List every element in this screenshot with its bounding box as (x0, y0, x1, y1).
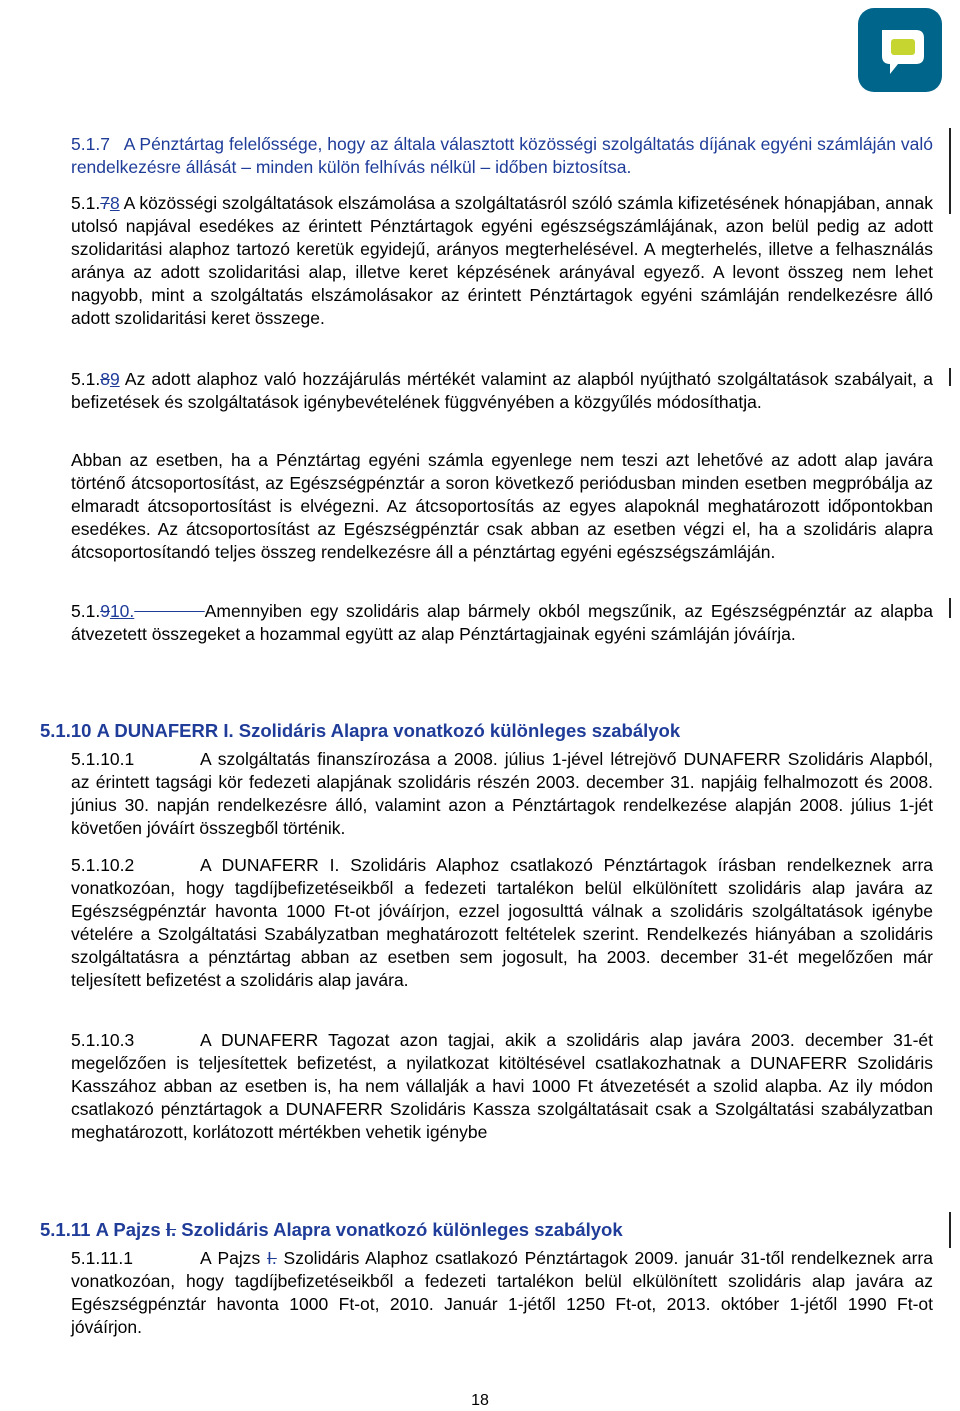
subsection-text: A szolgáltatás finanszírozása a 2008. július 1-jével létrejövő DUNAFERR Szolidáris Alapból, az érintett tagsági kör fedezeti alapjának szolidáris részén 2003. december 31. napjáig felhalmozott és 2008. június 30. napján rendelkezésre álló, valamint azon a Pénztártagok rendelkezése alapján 2008. július 1-jét követően jóváírt összegből történik. (71, 749, 933, 838)
section-number: 5.1.7 (71, 134, 110, 154)
inserted-text: 9 (109, 369, 120, 389)
paragraph-5-1-10 (71, 600, 933, 646)
paragraph-5-1-8 (71, 192, 933, 330)
change-bar (949, 368, 951, 386)
change-bar (949, 128, 951, 214)
change-bar (949, 598, 951, 618)
subsection-text: Szolidáris Alaphoz csatlakozó Pénztártagok 2009. január 31-től rendelkeznek arra vonatkozóan, hogy tagdíjbefizetéseikből a fedezeti tartalékon belül elkülönített szolidáris alap javára az Egészségpénztár havonta 1000 Ft-ot, 2010. Január 1-jétől 1250 Ft-ot, 2013. október 1-jétől 1990 Ft-ot jóváírjon. (71, 1248, 933, 1337)
section-number-prefix: 5.1. (71, 601, 101, 621)
inserted-text: 10. (109, 601, 135, 621)
deleted-text: I. (165, 1219, 177, 1240)
paragraph-text: Az adott alaphoz való hozzájárulás mértékét valamint az alapból nyújtható szolgáltatások szabályait, a befizetések és szolgáltatások igénybevételének függvényében a közgyűlés módosíthatja. (71, 369, 933, 412)
deleted-text: 9 (100, 601, 110, 621)
heading-text: A DUNAFERR I. Szolidáris Alapra vonatkozó különleges szabályok (96, 720, 681, 741)
section-number-prefix: 5.1. (71, 193, 101, 213)
paragraph-text: Amennyiben egy szolidáris alap bármely okból megszűnik, az Egészségpénztár az alapba átvezetett összegeket a hozammal együtt az alap Pénztártagjainak egyéni számláján jóváírja. (71, 601, 933, 644)
subsection-5-1-11-1 (71, 1247, 933, 1339)
paragraph-text: A közösségi szolgáltatások elszámolása a szolgáltatásról szóló számla kifizetésének hónapjában, annak utolsó napjával esedékes az érintett Pénztártagok egyéni egészségszámlájának, azon belül pedig az adott szolidaritási alaphoz tartozó keretük egyidejű, arányos megterhelésével. A megterhelés, illetve a felhasználás aránya az adott szolidaritási alap, illetve keret képzésének arányával egyező. A levont összeg nem lehet nagyobb, mint a szolgáltatás elszámolásakor az érintett Pénztártagok egyéni számláján rendelkezésre álló adott szolidaritási keret összege. (71, 193, 933, 328)
change-bar (949, 1212, 951, 1248)
paragraph-5-1-9 (71, 368, 933, 414)
deleted-text: 7 (100, 193, 110, 213)
subsection-number: 5.1.10.2 (71, 855, 135, 875)
subsection-5-1-10-1 (71, 748, 933, 840)
subsection-5-1-10-2 (71, 854, 933, 992)
subsection-text: A DUNAFERR I. Szolidáris Alaphoz csatlakozó Pénztártagok írásban rendelkeznek arra vonatkozóan, hogy tagdíjbefizetéseikből a fedezeti tartalékon belül elkülönített szolidáris alap javára az Egészségpénztár havonta 1000 Ft-ot jóváírjon, ezzel jogosulttá válnak a szolidáris szolgáltatások igénybe vételére a Szolgáltatási Szabályzatban meghatározott feltételek szerint. Rendelkezés hiányában a szolidáris szolgáltatásra a pénztártag abban az esetben sem jogosult, ha 2003. december 31-ét megelőzően már teljesített befizetést a szolidáris alap javára. (71, 855, 933, 990)
heading-number: 5.1.10 (40, 720, 92, 741)
section-heading-dunaferr (40, 720, 680, 742)
heading-number: 5.1.11 (40, 1219, 91, 1240)
paragraph-text: Abban az esetben, ha a Pénztártag egyéni számla egyenlege nem teszi azt lehetővé az adott alap javára történő átcsoportosítást, az Egészségpénztár a soron következő periódusban minden esetben megpróbálja az elmaradt átcsoportosítást is elvégezni. Az átcsoportosítás az egyes alapoknál meghatározott időpontokban esedékes. Az átcsoportosítást az Egészségpénztár csak abban az esetben végzi el, ha a szolidáris alapra átcsoportosítandó teljes összeg rendelkezésre áll a pénztártag egyéni egészségszámláján. (71, 450, 933, 562)
subsection-number: 5.1.10.3 (71, 1030, 135, 1050)
company-logo-icon (858, 8, 942, 92)
inserted-text: 8 (109, 193, 120, 213)
paragraph-regrouping (71, 449, 933, 564)
page-number: 18 (471, 1392, 489, 1409)
deleted-text: 8 (100, 369, 110, 389)
section-number-prefix: 5.1. (71, 369, 101, 389)
paragraph-5-1-7 (71, 133, 933, 179)
paragraph-text: A Pénztártag felelőssége, hogy az általa választott közösségi szolgáltatás díjának egyéni számláján való rendelkezésre állását – minden külön felhívás nélkül – időben biztosítsa. (71, 134, 933, 177)
heading-text-pre: A Pajzs (95, 1219, 166, 1240)
deleted-spacer (134, 601, 204, 621)
subsection-text: A DUNAFERR Tagozat azon tagjai, akik a szolidáris alap javára 2003. december 31-ét megelőzően is teljesítettek befizetést, a nyilatkozat kitöltésével csatlakozhatnak a DUNAFERR Szolidáris Kasszához abban az esetben is, ha nem vállalják a havi 1000 Ft átvezetését a szolid alapba. Az ily módon csatlakozó pénztártagok a DUNAFERR Szolidáris Kassza szolgáltatásait csak a Szolgáltatási szabályzatban meghatározott, korlátozott mértékben vehetik igénybe (71, 1030, 933, 1142)
heading-text: Szolidáris Alapra vonatkozó különleges szabályok (176, 1219, 623, 1240)
subsection-number: 5.1.10.1 (71, 749, 135, 769)
section-heading-pajzs (40, 1219, 623, 1241)
deleted-text: I. (267, 1248, 277, 1268)
subsection-5-1-10-3 (71, 1029, 933, 1144)
subsection-text-pre: A Pajzs (200, 1248, 268, 1268)
subsection-number: 5.1.11.1 (71, 1248, 133, 1268)
